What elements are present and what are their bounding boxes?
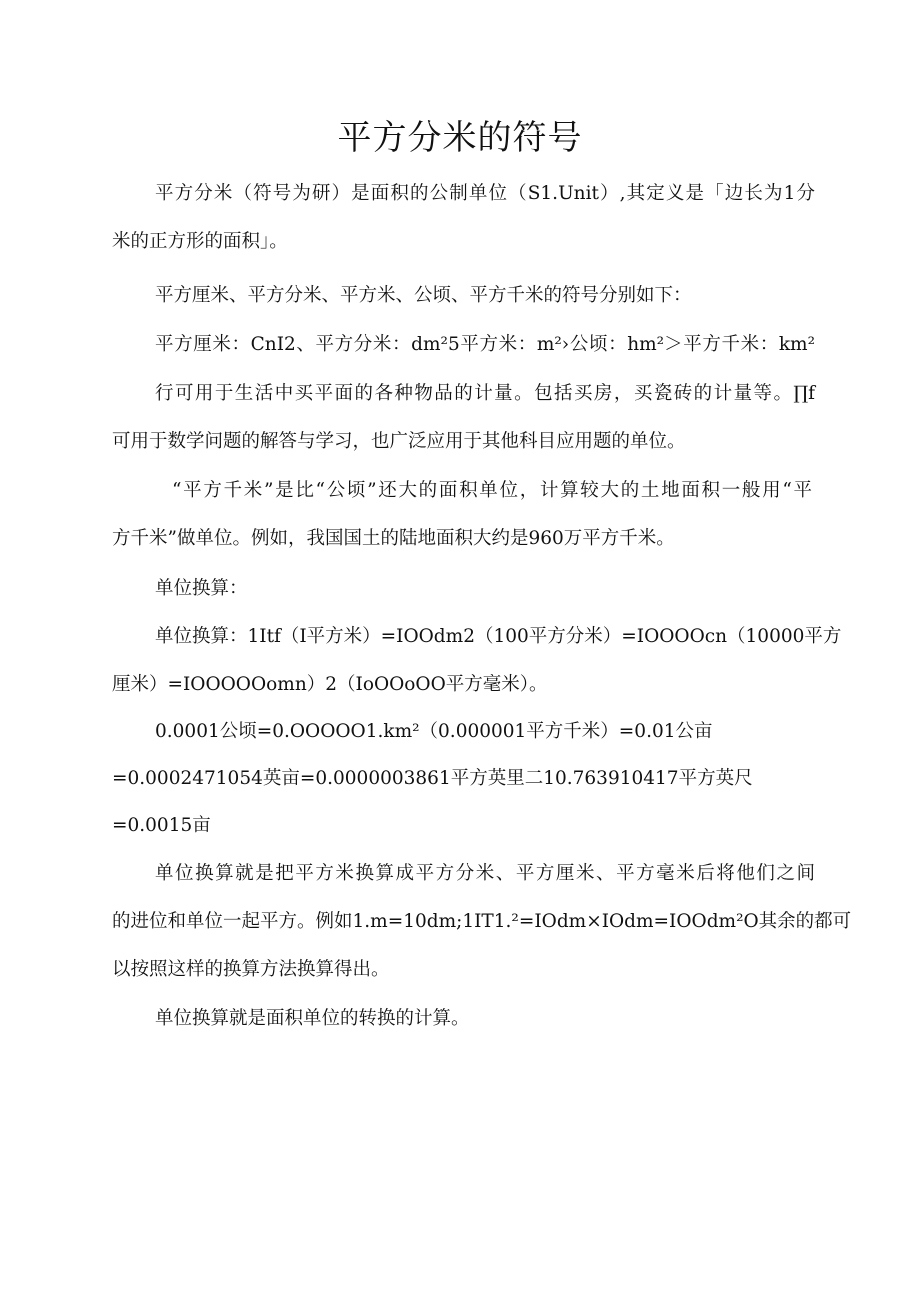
paragraph-line: 平方厘米、平方分米、平方米、公顷、平方千米的符号分别如下： (155, 285, 692, 306)
paragraph-line: 厘米）=IOOOOOomn）2（IoOOoOO平方毫米）。 (112, 674, 548, 695)
paragraph-line: 平方分米（符号为研）是面积的公制单位（S1.Unit）,其定义是「边长为1分 (155, 183, 815, 204)
paragraph-line: 可用于数学问题的解答与学习，也广泛应用于其他科目应用题的单位。 (112, 431, 686, 452)
paragraph-line: 的进位和单位一起平方。例如1.m=10dm;1IT1.²=IOdm×IOdm=IOOdm²O其余的都可 (112, 911, 852, 932)
paragraph-line: 单位换算就是把平方米换算成平方分米、平方厘米、平方毫米后将他们之间 (155, 863, 815, 884)
page-title: 平方分米的符号 (337, 118, 583, 158)
paragraph-line: 单位换算：1Itf（I平方米）=IOOdm2（100平方分米）=IOOOOcn（10000平方 (155, 626, 842, 647)
paragraph-line: 平方厘米：CnI2、平方分米：dm²5平方米：m²›公顷：hm²＞平方千米：km² (155, 334, 815, 355)
paragraph-line: 以按照这样的换算方法换算得出。 (112, 959, 390, 980)
paragraph-line: “平方千米”是比“公顷”还大的面积单位，计算较大的土地面积一般用“平 (172, 480, 812, 501)
paragraph-line: 单位换算： (155, 578, 248, 599)
paragraph-line: 单位换算就是面积单位的转换的计算。 (155, 1008, 470, 1029)
paragraph-line: =0.0002471054英亩=0.0000003861平方英里二10.763910417平方英尺 (112, 768, 753, 789)
paragraph-line: =0.0015亩 (112, 815, 211, 836)
paragraph-line: 米的正方形的面积」。 (112, 231, 288, 252)
paragraph-line: 方千米”做单位。例如，我国国土的陆地面积大约是960万平方千米。 (112, 528, 675, 549)
paragraph-line: 0.0001公顷=0.OOOOO1.km²（0.000001平方千米）=0.01公亩 (155, 721, 713, 742)
paragraph-line: 行可用于生活中买平面的各种物品的计量。包括买房，买瓷砖的计量等。∏f (155, 383, 815, 404)
